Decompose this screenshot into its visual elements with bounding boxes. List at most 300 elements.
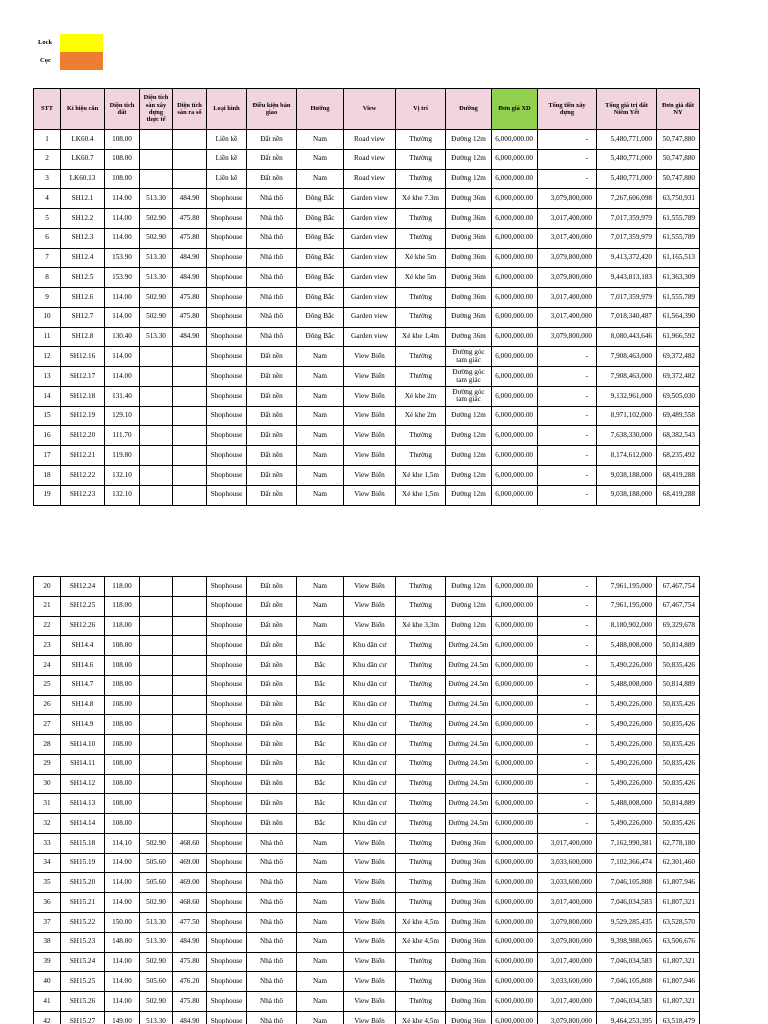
- cell-view: Garden view: [344, 288, 396, 308]
- cell-vi-tri: Thường: [396, 873, 446, 893]
- cell-duong: Đường 36m: [446, 972, 492, 992]
- cell-don-gia-dat-ny: 61,807,321: [657, 953, 700, 973]
- cell-view: Garden view: [344, 328, 396, 348]
- cell-ki-hieu-can: SH14.7: [61, 676, 105, 696]
- cell-don-gia-xd: 6,000,000.00: [492, 617, 538, 637]
- cell-tong-tien-xay-dung: 3,079,800,000: [538, 933, 597, 953]
- cell-ki-hieu-can: LK60.7: [61, 150, 105, 170]
- cell-vi-tri: Thường: [396, 347, 446, 367]
- price-table-page-1: [33, 88, 700, 506]
- cell-vi-tri: Thường: [396, 814, 446, 834]
- cell-don-gia-dat-ny: 61,807,946: [657, 873, 700, 893]
- cell-tong-gia-tri-dat-niem-yet: 9,038,188,000: [597, 466, 657, 486]
- cell-huong: Đông Bắc: [297, 229, 344, 249]
- cell-don-gia-dat-ny: 61,555,789: [657, 288, 700, 308]
- cell-dien-tich-san-ra-so: [173, 755, 207, 775]
- cell-duong: Đường 24.5m: [446, 735, 492, 755]
- cell-dien-tich-san-xay-dung: 502.90: [140, 953, 173, 973]
- cell-ki-hieu-can: SH14.11: [61, 755, 105, 775]
- cell-don-gia-xd: 6,000,000.00: [492, 696, 538, 716]
- cell-loai-hinh: Shophouse: [207, 834, 247, 854]
- cell-tong-tien-xay-dung: 3,079,800,000: [538, 328, 597, 348]
- cell-huong: Đông Bắc: [297, 308, 344, 328]
- table-row: [34, 209, 700, 229]
- cell-dieu-kien-ban-giao: Đất nền: [247, 775, 297, 795]
- cell-huong: Nam: [297, 913, 344, 933]
- cell-view: View Biển: [344, 834, 396, 854]
- cell-ki-hieu-can: SH12.22: [61, 466, 105, 486]
- cell-stt: 26: [34, 696, 61, 716]
- cell-tong-gia-tri-dat-niem-yet: 7,046,105,808: [597, 972, 657, 992]
- cell-dien-tich-san-xay-dung: 502.90: [140, 992, 173, 1012]
- cell-view: Garden view: [344, 189, 396, 209]
- cell-loai-hinh: Shophouse: [207, 189, 247, 209]
- cell-duong: Đường 36m: [446, 249, 492, 269]
- cell-tong-gia-tri-dat-niem-yet: 7,961,195,000: [597, 577, 657, 597]
- cell-dien-tich-san-xay-dung: [140, 794, 173, 814]
- cell-stt: 32: [34, 814, 61, 834]
- cell-ki-hieu-can: SH12.23: [61, 486, 105, 506]
- cell-tong-tien-xay-dung: -: [538, 387, 597, 407]
- cell-view: View Biển: [344, 387, 396, 407]
- price-table-page-2: [33, 576, 700, 1024]
- cell-dien-tich-dat: 114.00: [105, 367, 140, 387]
- cell-duong: Đường góc tam giác: [446, 347, 492, 367]
- table-row: [34, 656, 700, 676]
- cell-view: Garden view: [344, 209, 396, 229]
- cell-view: View Biển: [344, 893, 396, 913]
- cell-stt: 37: [34, 913, 61, 933]
- cell-dien-tich-san-xay-dung: [140, 715, 173, 735]
- cell-ki-hieu-can: SH12.19: [61, 407, 105, 427]
- cell-don-gia-xd: 6,000,000.00: [492, 893, 538, 913]
- cell-view: Road view: [344, 170, 396, 190]
- cell-duong: Đường 36m: [446, 992, 492, 1012]
- cell-tong-tien-xay-dung: 3,079,800,000: [538, 268, 597, 288]
- cell-stt: 20: [34, 577, 61, 597]
- cell-huong: Nam: [297, 873, 344, 893]
- cell-don-gia-dat-ny: 61,555,789: [657, 209, 700, 229]
- cell-huong: Nam: [297, 347, 344, 367]
- cell-dien-tich-dat: 108.00: [105, 130, 140, 150]
- cell-don-gia-dat-ny: 50,835,426: [657, 755, 700, 775]
- cell-view: Road view: [344, 150, 396, 170]
- cell-dieu-kien-ban-giao: Nhà thô: [247, 854, 297, 874]
- cell-tong-gia-tri-dat-niem-yet: 5,490,226,000: [597, 715, 657, 735]
- table-row: [34, 170, 700, 190]
- cell-stt: 11: [34, 328, 61, 348]
- cell-tong-gia-tri-dat-niem-yet: 9,398,988,065: [597, 933, 657, 953]
- cell-stt: 41: [34, 992, 61, 1012]
- cell-loai-hinh: Shophouse: [207, 814, 247, 834]
- cell-loai-hinh: Shophouse: [207, 466, 247, 486]
- cell-duong: Đường 36m: [446, 209, 492, 229]
- cell-dien-tich-san-ra-so: 484.90: [173, 249, 207, 269]
- cell-don-gia-dat-ny: 69,489,558: [657, 407, 700, 427]
- cell-dien-tich-san-ra-so: [173, 577, 207, 597]
- cell-vi-tri: Xé khe 4,5m: [396, 1012, 446, 1024]
- legend-lock-label: Lock: [38, 39, 53, 46]
- table-row: [34, 913, 700, 933]
- cell-duong: Đường 24.5m: [446, 775, 492, 795]
- cell-tong-tien-xay-dung: -: [538, 597, 597, 617]
- cell-dien-tich-san-xay-dung: [140, 676, 173, 696]
- cell-tong-tien-xay-dung: -: [538, 486, 597, 506]
- cell-vi-tri: Thường: [396, 893, 446, 913]
- cell-dien-tich-san-xay-dung: 502.90: [140, 229, 173, 249]
- cell-dien-tich-dat: 111.70: [105, 426, 140, 446]
- cell-don-gia-xd: 6,000,000.00: [492, 933, 538, 953]
- cell-vi-tri: Thường: [396, 755, 446, 775]
- cell-vi-tri: Xé khe 1,5m: [396, 466, 446, 486]
- cell-dien-tich-san-xay-dung: 505.60: [140, 873, 173, 893]
- cell-tong-gia-tri-dat-niem-yet: 7,908,463,000: [597, 347, 657, 367]
- cell-view: Khu dân cư: [344, 755, 396, 775]
- cell-dien-tich-dat: 153.90: [105, 249, 140, 269]
- cell-dien-tich-dat: 114.00: [105, 189, 140, 209]
- cell-dien-tich-san-ra-so: 484.90: [173, 933, 207, 953]
- cell-stt: 30: [34, 775, 61, 795]
- cell-dieu-kien-ban-giao: Đất nền: [247, 676, 297, 696]
- cell-tong-gia-tri-dat-niem-yet: 9,413,372,420: [597, 249, 657, 269]
- cell-dien-tich-san-ra-so: [173, 407, 207, 427]
- cell-loai-hinh: Shophouse: [207, 229, 247, 249]
- cell-dien-tich-san-ra-so: 468.60: [173, 834, 207, 854]
- cell-huong: Nam: [297, 486, 344, 506]
- cell-dien-tich-san-xay-dung: 513.30: [140, 268, 173, 288]
- table-row: [34, 735, 700, 755]
- cell-tong-tien-xay-dung: -: [538, 696, 597, 716]
- cell-loai-hinh: Shophouse: [207, 597, 247, 617]
- cell-don-gia-xd: 6,000,000.00: [492, 676, 538, 696]
- cell-dien-tich-san-xay-dung: 502.90: [140, 308, 173, 328]
- cell-tong-tien-xay-dung: -: [538, 676, 597, 696]
- table-row: [34, 130, 700, 150]
- cell-don-gia-xd: 6,000,000.00: [492, 715, 538, 735]
- cell-vi-tri: Thường: [396, 854, 446, 874]
- cell-vi-tri: Xé khe 1,4m: [396, 328, 446, 348]
- cell-duong: Đường 36m: [446, 328, 492, 348]
- cell-ki-hieu-can: SH15.22: [61, 913, 105, 933]
- cell-tong-tien-xay-dung: 3,017,400,000: [538, 209, 597, 229]
- cell-huong: Nam: [297, 170, 344, 190]
- cell-huong: Nam: [297, 893, 344, 913]
- cell-don-gia-xd: 6,000,000.00: [492, 992, 538, 1012]
- cell-tong-tien-xay-dung: -: [538, 715, 597, 735]
- cell-loai-hinh: Shophouse: [207, 992, 247, 1012]
- cell-don-gia-xd: 6,000,000.00: [492, 229, 538, 249]
- table-row: [34, 794, 700, 814]
- cell-dien-tich-san-xay-dung: [140, 170, 173, 190]
- cell-don-gia-dat-ny: 69,372,482: [657, 347, 700, 367]
- cell-tong-gia-tri-dat-niem-yet: 7,046,034,583: [597, 953, 657, 973]
- cell-dien-tich-san-ra-so: 484.90: [173, 268, 207, 288]
- cell-tong-tien-xay-dung: -: [538, 466, 597, 486]
- cell-dien-tich-san-xay-dung: 513.30: [140, 189, 173, 209]
- cell-ki-hieu-can: SH12.1: [61, 189, 105, 209]
- cell-don-gia-xd: 6,000,000.00: [492, 597, 538, 617]
- cell-dien-tich-san-xay-dung: [140, 597, 173, 617]
- cell-don-gia-dat-ny: 61,165,513: [657, 249, 700, 269]
- cell-duong: Đường 12m: [446, 597, 492, 617]
- cell-tong-tien-xay-dung: 3,017,400,000: [538, 893, 597, 913]
- cell-dien-tich-dat: 114.00: [105, 854, 140, 874]
- cell-huong: Nam: [297, 387, 344, 407]
- cell-duong: Đường 36m: [446, 893, 492, 913]
- cell-tong-gia-tri-dat-niem-yet: 5,488,008,000: [597, 636, 657, 656]
- cell-tong-tien-xay-dung: 3,017,400,000: [538, 288, 597, 308]
- column-header-huong: Hướng: [297, 89, 344, 130]
- cell-stt: 27: [34, 715, 61, 735]
- cell-dien-tich-san-xay-dung: 505.60: [140, 972, 173, 992]
- cell-don-gia-xd: 6,000,000.00: [492, 288, 538, 308]
- cell-dieu-kien-ban-giao: Đất nền: [247, 735, 297, 755]
- cell-dien-tich-dat: 118.00: [105, 577, 140, 597]
- cell-loai-hinh: Shophouse: [207, 426, 247, 446]
- cell-dieu-kien-ban-giao: Đất nền: [247, 755, 297, 775]
- cell-ki-hieu-can: SH14.9: [61, 715, 105, 735]
- cell-dien-tich-dat: 129.10: [105, 407, 140, 427]
- cell-don-gia-dat-ny: 61,555,789: [657, 229, 700, 249]
- table-row: [34, 577, 700, 597]
- cell-ki-hieu-can: SH12.7: [61, 308, 105, 328]
- cell-view: Khu dân cư: [344, 775, 396, 795]
- cell-view: Khu dân cư: [344, 715, 396, 735]
- cell-dien-tich-san-xay-dung: [140, 466, 173, 486]
- legend-coc-label: Cọc: [40, 57, 51, 64]
- cell-tong-tien-xay-dung: 3,033,600,000: [538, 873, 597, 893]
- cell-ki-hieu-can: SH14.8: [61, 696, 105, 716]
- cell-stt: 40: [34, 972, 61, 992]
- cell-vi-tri: Thường: [396, 229, 446, 249]
- cell-don-gia-dat-ny: 69,372,482: [657, 367, 700, 387]
- cell-tong-gia-tri-dat-niem-yet: 5,490,226,000: [597, 656, 657, 676]
- cell-don-gia-dat-ny: 50,835,426: [657, 696, 700, 716]
- cell-don-gia-dat-ny: 67,467,754: [657, 597, 700, 617]
- cell-dieu-kien-ban-giao: Nhà thô: [247, 992, 297, 1012]
- cell-dien-tich-san-xay-dung: 513.30: [140, 933, 173, 953]
- cell-tong-tien-xay-dung: 3,033,600,000: [538, 972, 597, 992]
- cell-loai-hinh: Liền kề: [207, 130, 247, 150]
- cell-duong: Đường 12m: [446, 130, 492, 150]
- cell-loai-hinh: Shophouse: [207, 446, 247, 466]
- cell-view: View Biển: [344, 577, 396, 597]
- table-row: [34, 972, 700, 992]
- cell-huong: Nam: [297, 426, 344, 446]
- cell-duong: Đường 12m: [446, 407, 492, 427]
- cell-tong-gia-tri-dat-niem-yet: 7,638,330,000: [597, 426, 657, 446]
- cell-ki-hieu-can: SH15.23: [61, 933, 105, 953]
- cell-don-gia-dat-ny: 67,467,754: [657, 577, 700, 597]
- cell-dieu-kien-ban-giao: Nhà thô: [247, 913, 297, 933]
- cell-vi-tri: Thường: [396, 992, 446, 1012]
- cell-tong-tien-xay-dung: 3,017,400,000: [538, 229, 597, 249]
- cell-ki-hieu-can: SH15.26: [61, 992, 105, 1012]
- cell-dien-tich-san-ra-so: [173, 636, 207, 656]
- cell-dien-tich-san-xay-dung: 513.30: [140, 913, 173, 933]
- cell-tong-gia-tri-dat-niem-yet: 5,490,226,000: [597, 696, 657, 716]
- cell-tong-gia-tri-dat-niem-yet: 7,017,359,979: [597, 209, 657, 229]
- cell-don-gia-dat-ny: 62,778,180: [657, 834, 700, 854]
- cell-dien-tich-san-ra-so: 477.50: [173, 913, 207, 933]
- cell-stt: 35: [34, 873, 61, 893]
- cell-huong: Đông Bắc: [297, 189, 344, 209]
- cell-dien-tich-san-ra-so: [173, 597, 207, 617]
- cell-tong-gia-tri-dat-niem-yet: 7,267,606,098: [597, 189, 657, 209]
- cell-loai-hinh: Shophouse: [207, 636, 247, 656]
- cell-don-gia-xd: 6,000,000.00: [492, 755, 538, 775]
- cell-dien-tich-dat: 114.10: [105, 834, 140, 854]
- cell-loai-hinh: Shophouse: [207, 367, 247, 387]
- cell-dien-tich-dat: 153.90: [105, 268, 140, 288]
- cell-tong-gia-tri-dat-niem-yet: 8,080,443,646: [597, 328, 657, 348]
- cell-tong-gia-tri-dat-niem-yet: 7,018,340,487: [597, 308, 657, 328]
- cell-dien-tich-san-ra-so: [173, 426, 207, 446]
- cell-huong: Bắc: [297, 715, 344, 735]
- cell-tong-tien-xay-dung: -: [538, 794, 597, 814]
- cell-stt: 21: [34, 597, 61, 617]
- cell-vi-tri: Xé khe 5m: [396, 249, 446, 269]
- cell-vi-tri: Thường: [396, 288, 446, 308]
- cell-tong-gia-tri-dat-niem-yet: 7,162,990,381: [597, 834, 657, 854]
- cell-loai-hinh: Shophouse: [207, 755, 247, 775]
- cell-don-gia-dat-ny: 68,419,288: [657, 466, 700, 486]
- cell-huong: Bắc: [297, 656, 344, 676]
- cell-stt: 2: [34, 150, 61, 170]
- cell-tong-gia-tri-dat-niem-yet: 5,490,226,000: [597, 814, 657, 834]
- cell-dien-tich-san-ra-so: [173, 486, 207, 506]
- table-row: [34, 150, 700, 170]
- cell-duong: Đường 24.5m: [446, 636, 492, 656]
- cell-don-gia-xd: 6,000,000.00: [492, 873, 538, 893]
- cell-ki-hieu-can: SH12.2: [61, 209, 105, 229]
- table-row: [34, 426, 700, 446]
- cell-dien-tich-dat: 114.00: [105, 308, 140, 328]
- cell-stt: 3: [34, 170, 61, 190]
- cell-dien-tich-san-xay-dung: 502.90: [140, 288, 173, 308]
- cell-dien-tich-san-ra-so: [173, 656, 207, 676]
- cell-dieu-kien-ban-giao: Nhà thô: [247, 288, 297, 308]
- cell-tong-gia-tri-dat-niem-yet: 5,480,771,000: [597, 130, 657, 150]
- cell-don-gia-xd: 6,000,000.00: [492, 268, 538, 288]
- cell-dien-tich-dat: 132.10: [105, 486, 140, 506]
- cell-huong: Nam: [297, 130, 344, 150]
- cell-tong-gia-tri-dat-niem-yet: 8,971,102,000: [597, 407, 657, 427]
- cell-view: View Biển: [344, 466, 396, 486]
- cell-dien-tich-san-xay-dung: [140, 150, 173, 170]
- cell-ki-hieu-can: SH12.4: [61, 249, 105, 269]
- cell-tong-gia-tri-dat-niem-yet: 9,464,253,395: [597, 1012, 657, 1024]
- cell-tong-gia-tri-dat-niem-yet: 9,132,961,000: [597, 387, 657, 407]
- cell-ki-hieu-can: SH15.27: [61, 1012, 105, 1024]
- cell-huong: Bắc: [297, 735, 344, 755]
- column-header-vi-tri: Vị trí: [396, 89, 446, 130]
- cell-stt: 4: [34, 189, 61, 209]
- cell-view: Road view: [344, 130, 396, 150]
- table-row: [34, 715, 700, 735]
- cell-loai-hinh: Shophouse: [207, 617, 247, 637]
- cell-loai-hinh: Shophouse: [207, 913, 247, 933]
- cell-stt: 5: [34, 209, 61, 229]
- cell-don-gia-xd: 6,000,000.00: [492, 189, 538, 209]
- cell-view: View Biển: [344, 617, 396, 637]
- cell-dieu-kien-ban-giao: Nhà thô: [247, 873, 297, 893]
- cell-tong-gia-tri-dat-niem-yet: 7,017,359,979: [597, 229, 657, 249]
- cell-don-gia-dat-ny: 61,807,321: [657, 992, 700, 1012]
- cell-don-gia-xd: 6,000,000.00: [492, 486, 538, 506]
- cell-stt: 31: [34, 794, 61, 814]
- cell-huong: Nam: [297, 407, 344, 427]
- cell-huong: Nam: [297, 577, 344, 597]
- cell-don-gia-dat-ny: 69,329,678: [657, 617, 700, 637]
- cell-don-gia-xd: 6,000,000.00: [492, 170, 538, 190]
- cell-view: View Biển: [344, 426, 396, 446]
- table-row: [34, 775, 700, 795]
- cell-huong: Bắc: [297, 636, 344, 656]
- cell-don-gia-dat-ny: 61,966,592: [657, 328, 700, 348]
- cell-duong: Đường 36m: [446, 288, 492, 308]
- cell-dieu-kien-ban-giao: Đất nền: [247, 636, 297, 656]
- cell-don-gia-xd: 6,000,000.00: [492, 249, 538, 269]
- cell-vi-tri: Xé khe 2m: [396, 387, 446, 407]
- cell-dien-tich-san-ra-so: [173, 150, 207, 170]
- cell-ki-hieu-can: SH12.20: [61, 426, 105, 446]
- cell-dien-tich-san-xay-dung: [140, 387, 173, 407]
- cell-loai-hinh: Shophouse: [207, 893, 247, 913]
- cell-view: Khu dân cư: [344, 696, 396, 716]
- cell-duong: Đường 36m: [446, 953, 492, 973]
- cell-tong-tien-xay-dung: 3,017,400,000: [538, 992, 597, 1012]
- cell-dieu-kien-ban-giao: Đất nền: [247, 656, 297, 676]
- cell-dien-tich-san-ra-so: [173, 130, 207, 150]
- legend-lock-swatch: [60, 34, 103, 52]
- cell-dien-tich-dat: 149.00: [105, 1012, 140, 1024]
- cell-duong: Đường 36m: [446, 189, 492, 209]
- cell-tong-gia-tri-dat-niem-yet: 5,488,008,000: [597, 676, 657, 696]
- cell-tong-gia-tri-dat-niem-yet: 7,046,034,583: [597, 992, 657, 1012]
- cell-duong: Đường 36m: [446, 308, 492, 328]
- cell-huong: Nam: [297, 992, 344, 1012]
- cell-dien-tich-dat: 114.00: [105, 873, 140, 893]
- cell-stt: 17: [34, 446, 61, 466]
- cell-tong-tien-xay-dung: -: [538, 150, 597, 170]
- column-header-dien-tich-san-ra-so: Diện tích sàn ra sổ: [173, 89, 207, 130]
- cell-dien-tich-san-ra-so: [173, 735, 207, 755]
- cell-stt: 16: [34, 426, 61, 446]
- cell-don-gia-xd: 6,000,000.00: [492, 814, 538, 834]
- cell-loai-hinh: Shophouse: [207, 775, 247, 795]
- cell-dien-tich-san-ra-so: [173, 446, 207, 466]
- table-row: [34, 249, 700, 269]
- table-row: [34, 387, 700, 407]
- cell-dien-tich-san-ra-so: 484.90: [173, 1012, 207, 1024]
- cell-dien-tich-san-ra-so: 475.80: [173, 953, 207, 973]
- table-row: [34, 1012, 700, 1024]
- table-row: [34, 696, 700, 716]
- cell-loai-hinh: Shophouse: [207, 696, 247, 716]
- cell-dieu-kien-ban-giao: Đất nền: [247, 446, 297, 466]
- cell-tong-tien-xay-dung: -: [538, 735, 597, 755]
- cell-tong-tien-xay-dung: -: [538, 656, 597, 676]
- cell-dien-tich-dat: 114.00: [105, 229, 140, 249]
- cell-dieu-kien-ban-giao: Nhà thô: [247, 328, 297, 348]
- cell-loai-hinh: Shophouse: [207, 933, 247, 953]
- cell-dieu-kien-ban-giao: Đất nền: [247, 347, 297, 367]
- cell-ki-hieu-can: SH12.24: [61, 577, 105, 597]
- cell-ki-hieu-can: SH12.26: [61, 617, 105, 637]
- cell-tong-gia-tri-dat-niem-yet: 9,038,188,000: [597, 486, 657, 506]
- cell-tong-gia-tri-dat-niem-yet: 5,488,008,000: [597, 794, 657, 814]
